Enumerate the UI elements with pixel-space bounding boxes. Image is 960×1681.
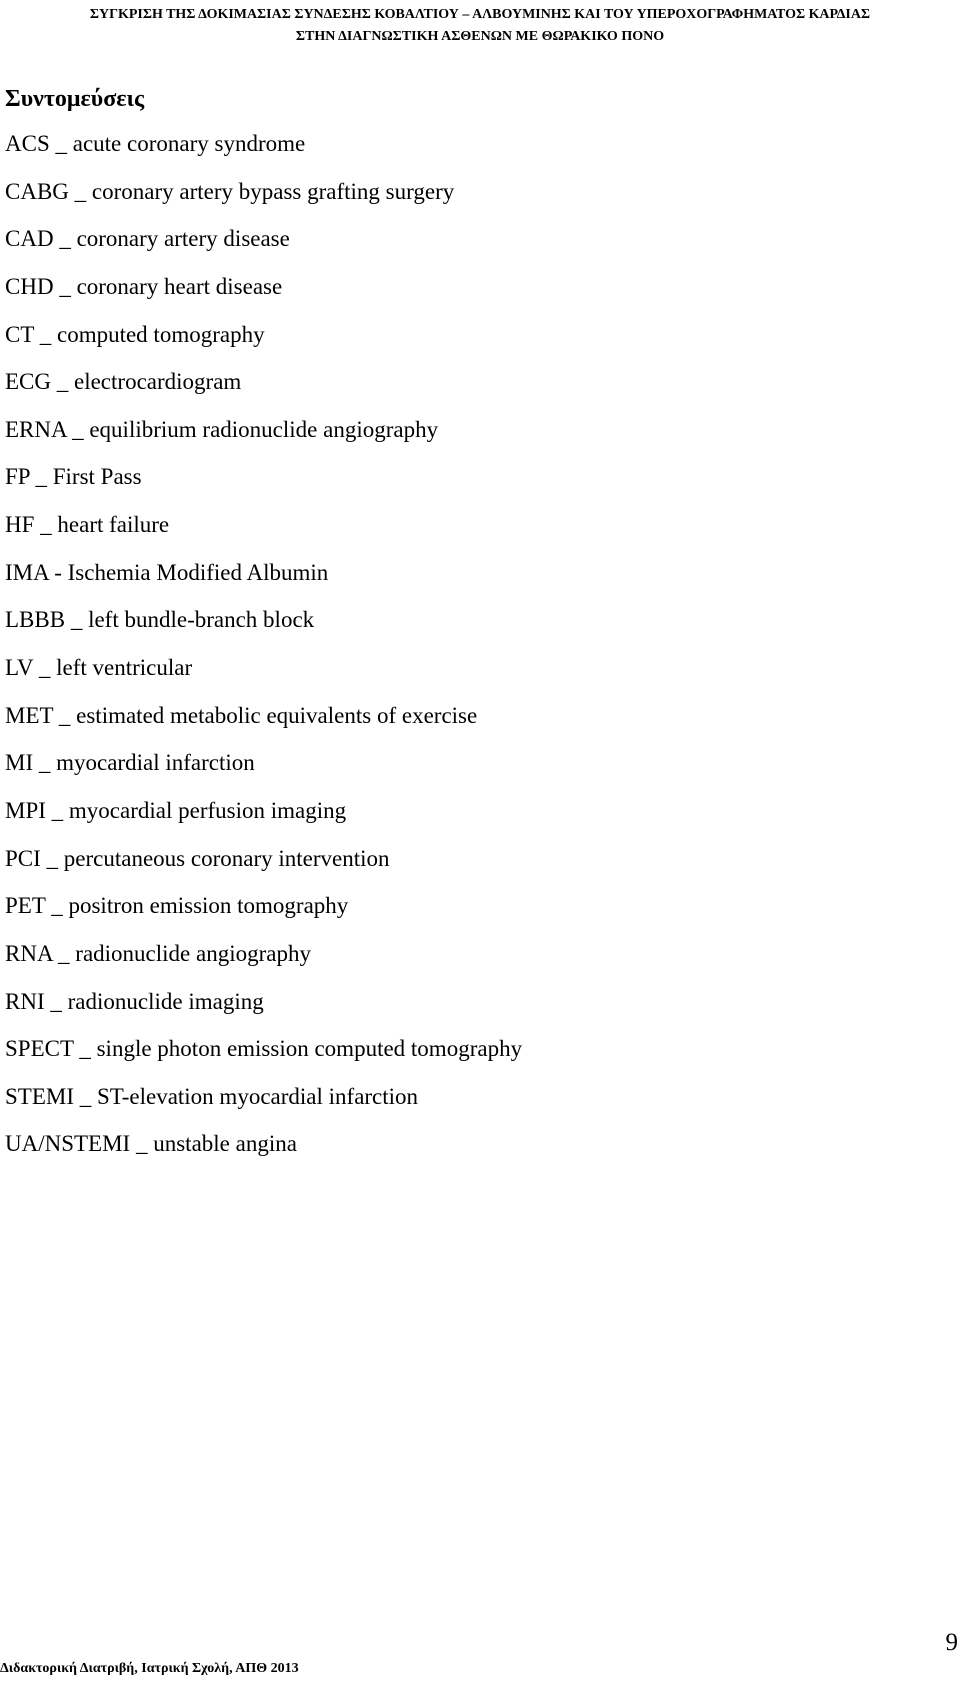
abbreviation-separator: _ <box>51 893 63 919</box>
abbreviation-definition: myocardial perfusion imaging <box>68 797 347 823</box>
abbreviation-definition: acute coronary syndrome <box>72 131 306 156</box>
abbreviation-definition: coronary artery bypass grafting surgery <box>91 178 455 204</box>
abbreviation-definition: percutaneous coronary intervention <box>63 845 390 871</box>
abbreviation-separator: _ <box>79 1083 92 1109</box>
abbreviation-separator: _ <box>55 131 67 156</box>
abbreviation-separator: _ <box>46 845 59 871</box>
abbreviation-item <box>5 606 522 654</box>
abbreviation-term: RNA <box>5 940 53 966</box>
abbreviation-item <box>5 1130 522 1178</box>
abbreviation-item <box>5 368 522 416</box>
abbreviation-item <box>5 416 522 464</box>
abbreviation-term: MET <box>5 702 54 728</box>
abbreviation-definition: single photon emission computed tomography <box>96 1036 523 1062</box>
abbreviation-separator: _ <box>51 797 64 823</box>
abbreviation-definition: left bundle-branch block <box>88 607 315 633</box>
page-number: 9 <box>945 1629 958 1656</box>
abbreviation-definition: left ventricular <box>56 655 193 681</box>
abbreviation-definition: equilibrium radionuclide angiography <box>89 416 439 442</box>
abbreviation-separator: _ <box>40 512 52 538</box>
abbreviation-separator: _ <box>56 369 69 395</box>
abbreviation-separator: _ <box>38 750 51 776</box>
abbreviation-term: FP <box>5 464 30 490</box>
abbreviation-term: MI <box>5 750 34 776</box>
section-title: Συντομεύσεις <box>5 86 145 112</box>
abbreviation-term: CAD <box>5 226 54 252</box>
abbreviation-item <box>5 1035 522 1083</box>
abbreviation-item <box>5 1083 522 1131</box>
abbreviation-item <box>5 225 522 273</box>
abbreviation-term: SPECT <box>5 1036 74 1062</box>
abbreviation-definition: radionuclide angiography <box>75 940 311 966</box>
abbreviation-term: UA/NSTEMI <box>5 1131 131 1157</box>
abbreviation-definition: First Pass <box>52 464 142 490</box>
abbreviation-term: LV <box>5 655 34 681</box>
abbreviation-definition: radionuclide imaging <box>67 988 264 1014</box>
abbreviation-definition: Ischemia Modified Albumin <box>67 559 329 585</box>
abbreviation-term: CABG <box>5 178 69 204</box>
abbreviation-item <box>5 559 522 607</box>
abbreviation-list <box>5 130 522 1178</box>
abbreviation-separator: _ <box>59 273 71 299</box>
abbreviation-item <box>5 940 522 988</box>
abbreviation-separator: _ <box>79 1036 91 1062</box>
abbreviation-term: MPI <box>5 797 46 823</box>
abbreviation-definition: coronary artery disease <box>76 226 290 252</box>
abbreviation-term: ACS <box>5 131 50 156</box>
abbreviation-term: LBBB <box>5 607 66 633</box>
abbreviation-item <box>5 797 522 845</box>
abbreviation-separator: _ <box>135 1131 148 1157</box>
abbreviation-definition: unstable angina <box>153 1131 297 1157</box>
abbreviation-item <box>5 511 522 559</box>
abbreviation-term: CHD <box>5 273 54 299</box>
abbreviation-separator: _ <box>39 321 52 347</box>
abbreviation-term: RNI <box>5 988 45 1014</box>
abbreviation-item <box>5 988 522 1036</box>
abbreviation-item <box>5 749 522 797</box>
abbreviation-separator: _ <box>35 464 47 490</box>
abbreviation-item <box>5 321 522 369</box>
abbreviation-term: ERNA <box>5 416 67 442</box>
abbreviation-term: PET <box>5 893 46 919</box>
abbreviation-definition: coronary heart disease <box>76 273 283 299</box>
abbreviation-definition: positron emission tomography <box>68 893 349 919</box>
abbreviation-definition: ST-elevation myocardial infarction <box>97 1083 419 1109</box>
running-header <box>0 2 960 46</box>
abbreviation-item <box>5 130 522 178</box>
abbreviation-separator: _ <box>50 988 62 1014</box>
abbreviation-separator: _ <box>58 940 70 966</box>
abbreviation-item <box>5 463 522 511</box>
abbreviation-item <box>5 654 522 702</box>
abbreviation-item <box>5 273 522 321</box>
abbreviation-separator: _ <box>38 655 51 681</box>
abbreviation-separator: _ <box>70 607 83 633</box>
abbreviation-separator: _ <box>72 416 84 442</box>
running-header-line-1: ΣΥΓΚΡΙΣΗ ΤΗΣ ΔΟΚΙΜΑΣΙΑΣ ΣΥΝΔΕΣΗΣ ΚΟΒΑΛΤΙΟΥ – ΑΛΒΟΥΜΙΝΗΣ ΚΑΙ ΤΟΥ ΥΠΕΡΟΧΟΓΡΑΦΗΜΑΤΟΣ ΚΑΡΔΙΑΣ <box>89 7 871 22</box>
abbreviation-item <box>5 178 522 226</box>
running-header-line-2: ΣΤΗΝ ΔΙΑΓΝΩΣΤΙΚΗ ΑΣΘΕΝΩΝ ΜΕ ΘΩΡΑΚΙΚΟ ΠΟΝΟ <box>295 29 665 44</box>
abbreviation-definition: heart failure <box>57 512 170 538</box>
abbreviation-term: HF <box>5 512 35 538</box>
abbreviation-term: ECG <box>5 369 51 395</box>
abbreviation-separator: _ <box>59 226 71 252</box>
abbreviation-term: STEMI <box>5 1083 74 1109</box>
abbreviation-definition: myocardial infarction <box>56 750 255 776</box>
abbreviation-definition: electrocardiogram <box>74 369 242 395</box>
page-footer: Διδακτορική Διατριβή, Ιατρική Σχολή, ΑΠΘ 2013 <box>0 1661 299 1676</box>
abbreviation-separator: _ <box>58 702 71 728</box>
abbreviation-item <box>5 702 522 750</box>
abbreviation-term: CT <box>5 321 34 347</box>
abbreviation-term: PCI <box>5 845 41 871</box>
abbreviation-separator: _ <box>74 178 87 204</box>
abbreviation-item <box>5 892 522 940</box>
abbreviation-separator: - <box>54 559 62 585</box>
abbreviation-item <box>5 845 522 893</box>
abbreviation-term: IMA <box>5 559 49 585</box>
abbreviation-definition: estimated metabolic equivalents of exercise <box>76 702 478 728</box>
abbreviation-definition: computed tomography <box>56 321 265 347</box>
